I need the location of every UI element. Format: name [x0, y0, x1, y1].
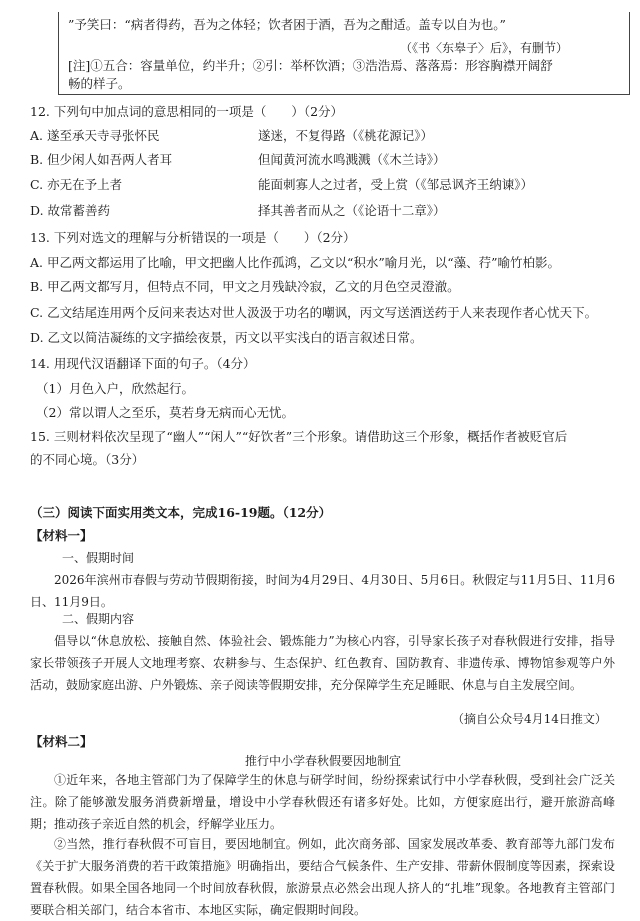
- q13-option-c: C. 乙文结尾连用两个反问来表达对世人汲汲于功名的嘲讽，丙文写送酒送药于人来表现作者心忧天下。: [30, 305, 598, 320]
- question-15-line2: 的不同心境。（3分）: [30, 452, 145, 467]
- material-1-paragraph-1: 2026年滨州市春假与劳动节假期衔接，时间为4月29日、4月30日、5月6日。秋假定与11月5日、11月6日、11月9日。: [30, 573, 615, 609]
- q12-option-d-left: D. 故常蓄善药: [30, 203, 111, 218]
- question-15-line1: 15. 三则材料依次呈现了“幽人”“闲人”“好饮者”三个形象。请借助这三个形象，概括作者被贬官后: [30, 429, 568, 444]
- q12-option-a-right: 遂迷，不复得路（《桃花源记》）: [258, 128, 434, 143]
- section-3-heading: （三）阅读下面实用类文本，完成16-19题。（12分）: [30, 505, 332, 520]
- q12-option-b-left: B. 但少闲人如吾两人者耳: [30, 152, 173, 167]
- q14-item-2: （2）常以谓人之至乐，莫若身无病而心无忧。: [36, 405, 294, 420]
- q12-option-c-right: 能面刺寡人之过者，受上赏（《邹忌讽齐王纳谏》）: [258, 177, 534, 192]
- question-14: 14. 用现代汉语翻译下面的句子。（4分）: [30, 356, 256, 371]
- q13-option-b: B. 甲乙两文都写月，但特点不同，甲文之月残缺冷寂，乙文的月色空灵澄澈。: [30, 279, 460, 294]
- material-1-subheading-1: 一、假期时间: [62, 551, 135, 565]
- question-12: 12. 下列句中加点词的意思相同的一项是（ ）（2分）: [30, 104, 344, 119]
- material-1-subheading-2: 二、假期内容: [62, 612, 135, 626]
- q13-option-d: D. 乙文以简洁凝练的文字描绘夜景，丙文以平实浅白的语言叙述日常。: [30, 330, 423, 345]
- material-1-paragraph-2: 倡导以“休息放松、接触自然、体验社会、锻炼能力”为核心内容，引导家长孩子对春秋假进行安排，指导家长带领孩子开展人文地理考察、农耕参与、生态保护、红色教育、国防教育、非遗传承、博物馆参观等户外活动，鼓励家庭出游、户外锻炼、亲子阅读等假期安排，充分保障学生充足睡眠、休息与自主发展空间。: [30, 634, 615, 692]
- q12-option-a-left: A. 遂至承天寺寻张怀民: [30, 128, 160, 143]
- q13-option-a: A. 甲乙两文都运用了比喻，甲文把幽人比作孤鸿，乙文以“积水”喻月光，以“藻、荇”喻竹柏影。: [30, 255, 561, 270]
- material-2-label: 【材料二】: [30, 734, 93, 749]
- q12-option-d-right: 择其善者而从之（《论语十二章》）: [258, 203, 446, 218]
- material-2-paragraph-1: ①近年来，各地主管部门为了保障学生的休息与研学时间，纷纷探索试行中小学春秋假，受到社会广泛关注。除了能够激发服务消费新增量，增设中小学春秋假还有诸多好处。比如，方便家庭出行，避开旅游高峰期；推动孩子亲近自然的机会，纾解学业压力。: [30, 773, 615, 831]
- material-1-source: （摘自公众号4月14日推文）: [452, 712, 607, 726]
- passage-quote: ”予笑曰：“病者得药，吾为之体轻；饮者困于酒，吾为之酣适。盖专以自为也。”: [68, 17, 506, 32]
- passage-note-line1: [注]①五合：容量单位，约半升；②引：举杯饮酒；③浩浩焉、落落焉：形容胸襟开阔舒: [68, 58, 553, 73]
- passage-note-line2: 畅的样子。: [68, 76, 131, 91]
- material-1-label: 【材料一】: [30, 528, 93, 543]
- material-2-paragraph-2: ②当然，推行春秋假不可盲目，要因地制宜。例如，此次商务部、国家发展改革委、教育部等九部门发布《关于扩大服务消费的若干政策措施》明确指出，要结合气候条件、生产安排、带薪休假制度等因素，探索设置春秋假。如果全国各地同一个时间放春秋假，旅游景点必然会出现人挤人的“扎堆”现象。各地教育主管部门要联合相关部门，结合本省市、本地区实际，确定假期时间段。: [30, 837, 615, 917]
- question-13: 13. 下列对选文的理解与分析错误的一项是（ ）（2分）: [30, 230, 356, 245]
- material-2-title: 推行中小学春秋假要因地制宜: [245, 754, 402, 768]
- q12-option-c-left: C. 亦无在予上者: [30, 177, 123, 192]
- q12-option-b-right: 但闻黄河流水鸣溅溅（《木兰诗》）: [258, 152, 446, 167]
- q14-item-1: （1）月色入户，欣然起行。: [36, 381, 194, 396]
- passage-source: （《书〈东皋子〉后》，有删节）: [400, 41, 569, 55]
